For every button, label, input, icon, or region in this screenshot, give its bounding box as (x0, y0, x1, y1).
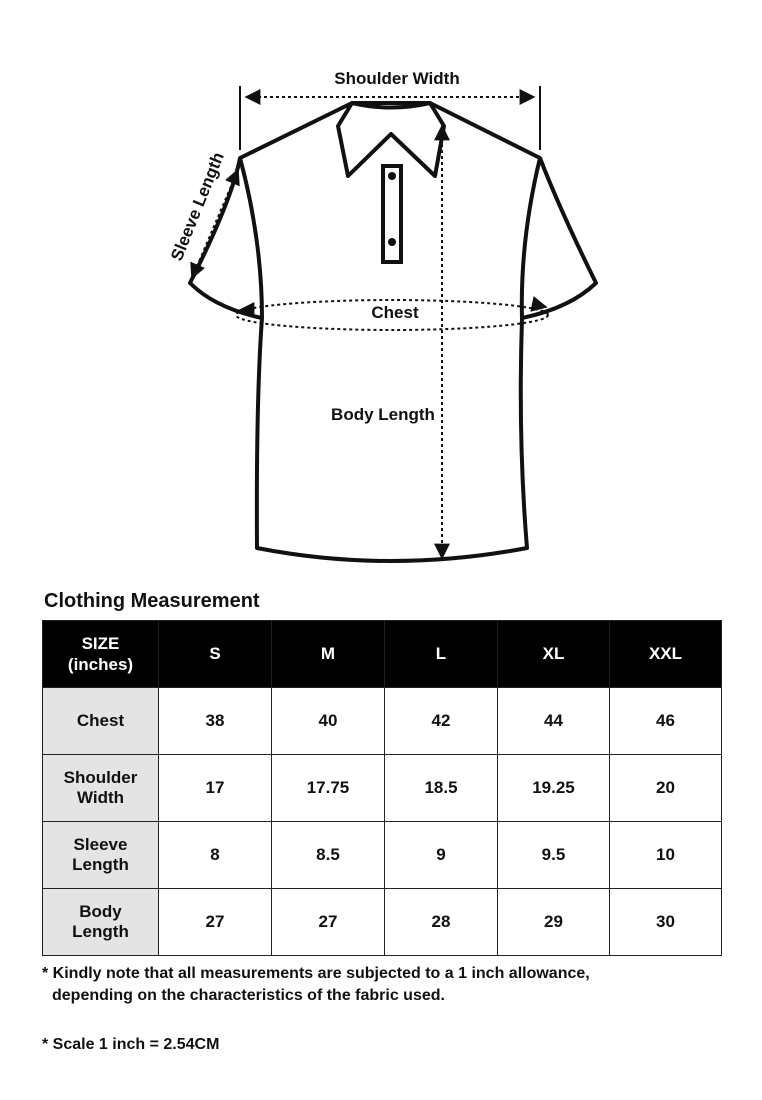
shoulder-width-label: Shoulder Width (334, 69, 460, 88)
header-row (43, 621, 722, 688)
row-label-shoulder-width: Shoulder Width (43, 755, 159, 822)
table-cell: 29 (498, 889, 610, 956)
table-row-sleeve-length (43, 822, 722, 889)
size-col-l: L (385, 621, 498, 688)
chest-label: Chest (371, 303, 419, 322)
button-bottom (388, 238, 396, 246)
table-cell: 19.25 (498, 755, 610, 822)
placket (383, 166, 401, 262)
table-cell: 42 (385, 688, 498, 755)
chest-arrow-right (532, 304, 546, 307)
table-cell: 10 (610, 822, 722, 889)
table-row-chest (43, 688, 722, 755)
table-cell: 8.5 (272, 822, 385, 889)
scale-note: * Scale 1 inch = 2.54CM (42, 1036, 220, 1053)
left-sleeve-seam (240, 158, 262, 318)
sleeve-length-label: Sleeve Length (167, 149, 228, 264)
table-cell: 40 (272, 688, 385, 755)
row-label-chest: Chest (43, 688, 159, 755)
button-top (388, 172, 396, 180)
size-header-line2: (inches) (67, 655, 134, 674)
row-label-body-length: Body Length (43, 889, 159, 956)
table-cell: 18.5 (385, 755, 498, 822)
right-sleeve-seam (522, 158, 540, 318)
allowance-note-line1: * Kindly note that all measurements are subjected to a 1 inch allowance, (42, 965, 590, 982)
table-cell: 20 (610, 755, 722, 822)
size-col-s: S (159, 621, 272, 688)
table-cell: 38 (159, 688, 272, 755)
table-cell: 46 (610, 688, 722, 755)
table-cell: 30 (610, 889, 722, 956)
size-col-xl: XL (498, 621, 610, 688)
table-cell: 8 (159, 822, 272, 889)
measurement-table (42, 620, 722, 956)
size-col-xxl: XXL (610, 621, 722, 688)
table-row-body-length (43, 889, 722, 956)
allowance-note-line2: depending on the characteristics of the fabric used. (52, 987, 445, 1004)
table-row-shoulder-width (43, 755, 722, 822)
table-cell: 17.75 (272, 755, 385, 822)
row-label-sleeve-length: Sleeve Length (43, 822, 159, 889)
table-cell: 27 (159, 889, 272, 956)
table-cell: 28 (385, 889, 498, 956)
size-col-m: M (272, 621, 385, 688)
table-cell: 9 (385, 822, 498, 889)
table-cell: 44 (498, 688, 610, 755)
table-cell: 9.5 (498, 822, 610, 889)
body-length-label: Body Length (331, 405, 435, 424)
size-header (43, 621, 159, 688)
table-cell: 27 (272, 889, 385, 956)
table-title: Clothing Measurement (44, 590, 260, 612)
allowance-note (42, 963, 722, 1007)
table-cell: 17 (159, 755, 272, 822)
size-header-line1: SIZE (81, 634, 120, 653)
